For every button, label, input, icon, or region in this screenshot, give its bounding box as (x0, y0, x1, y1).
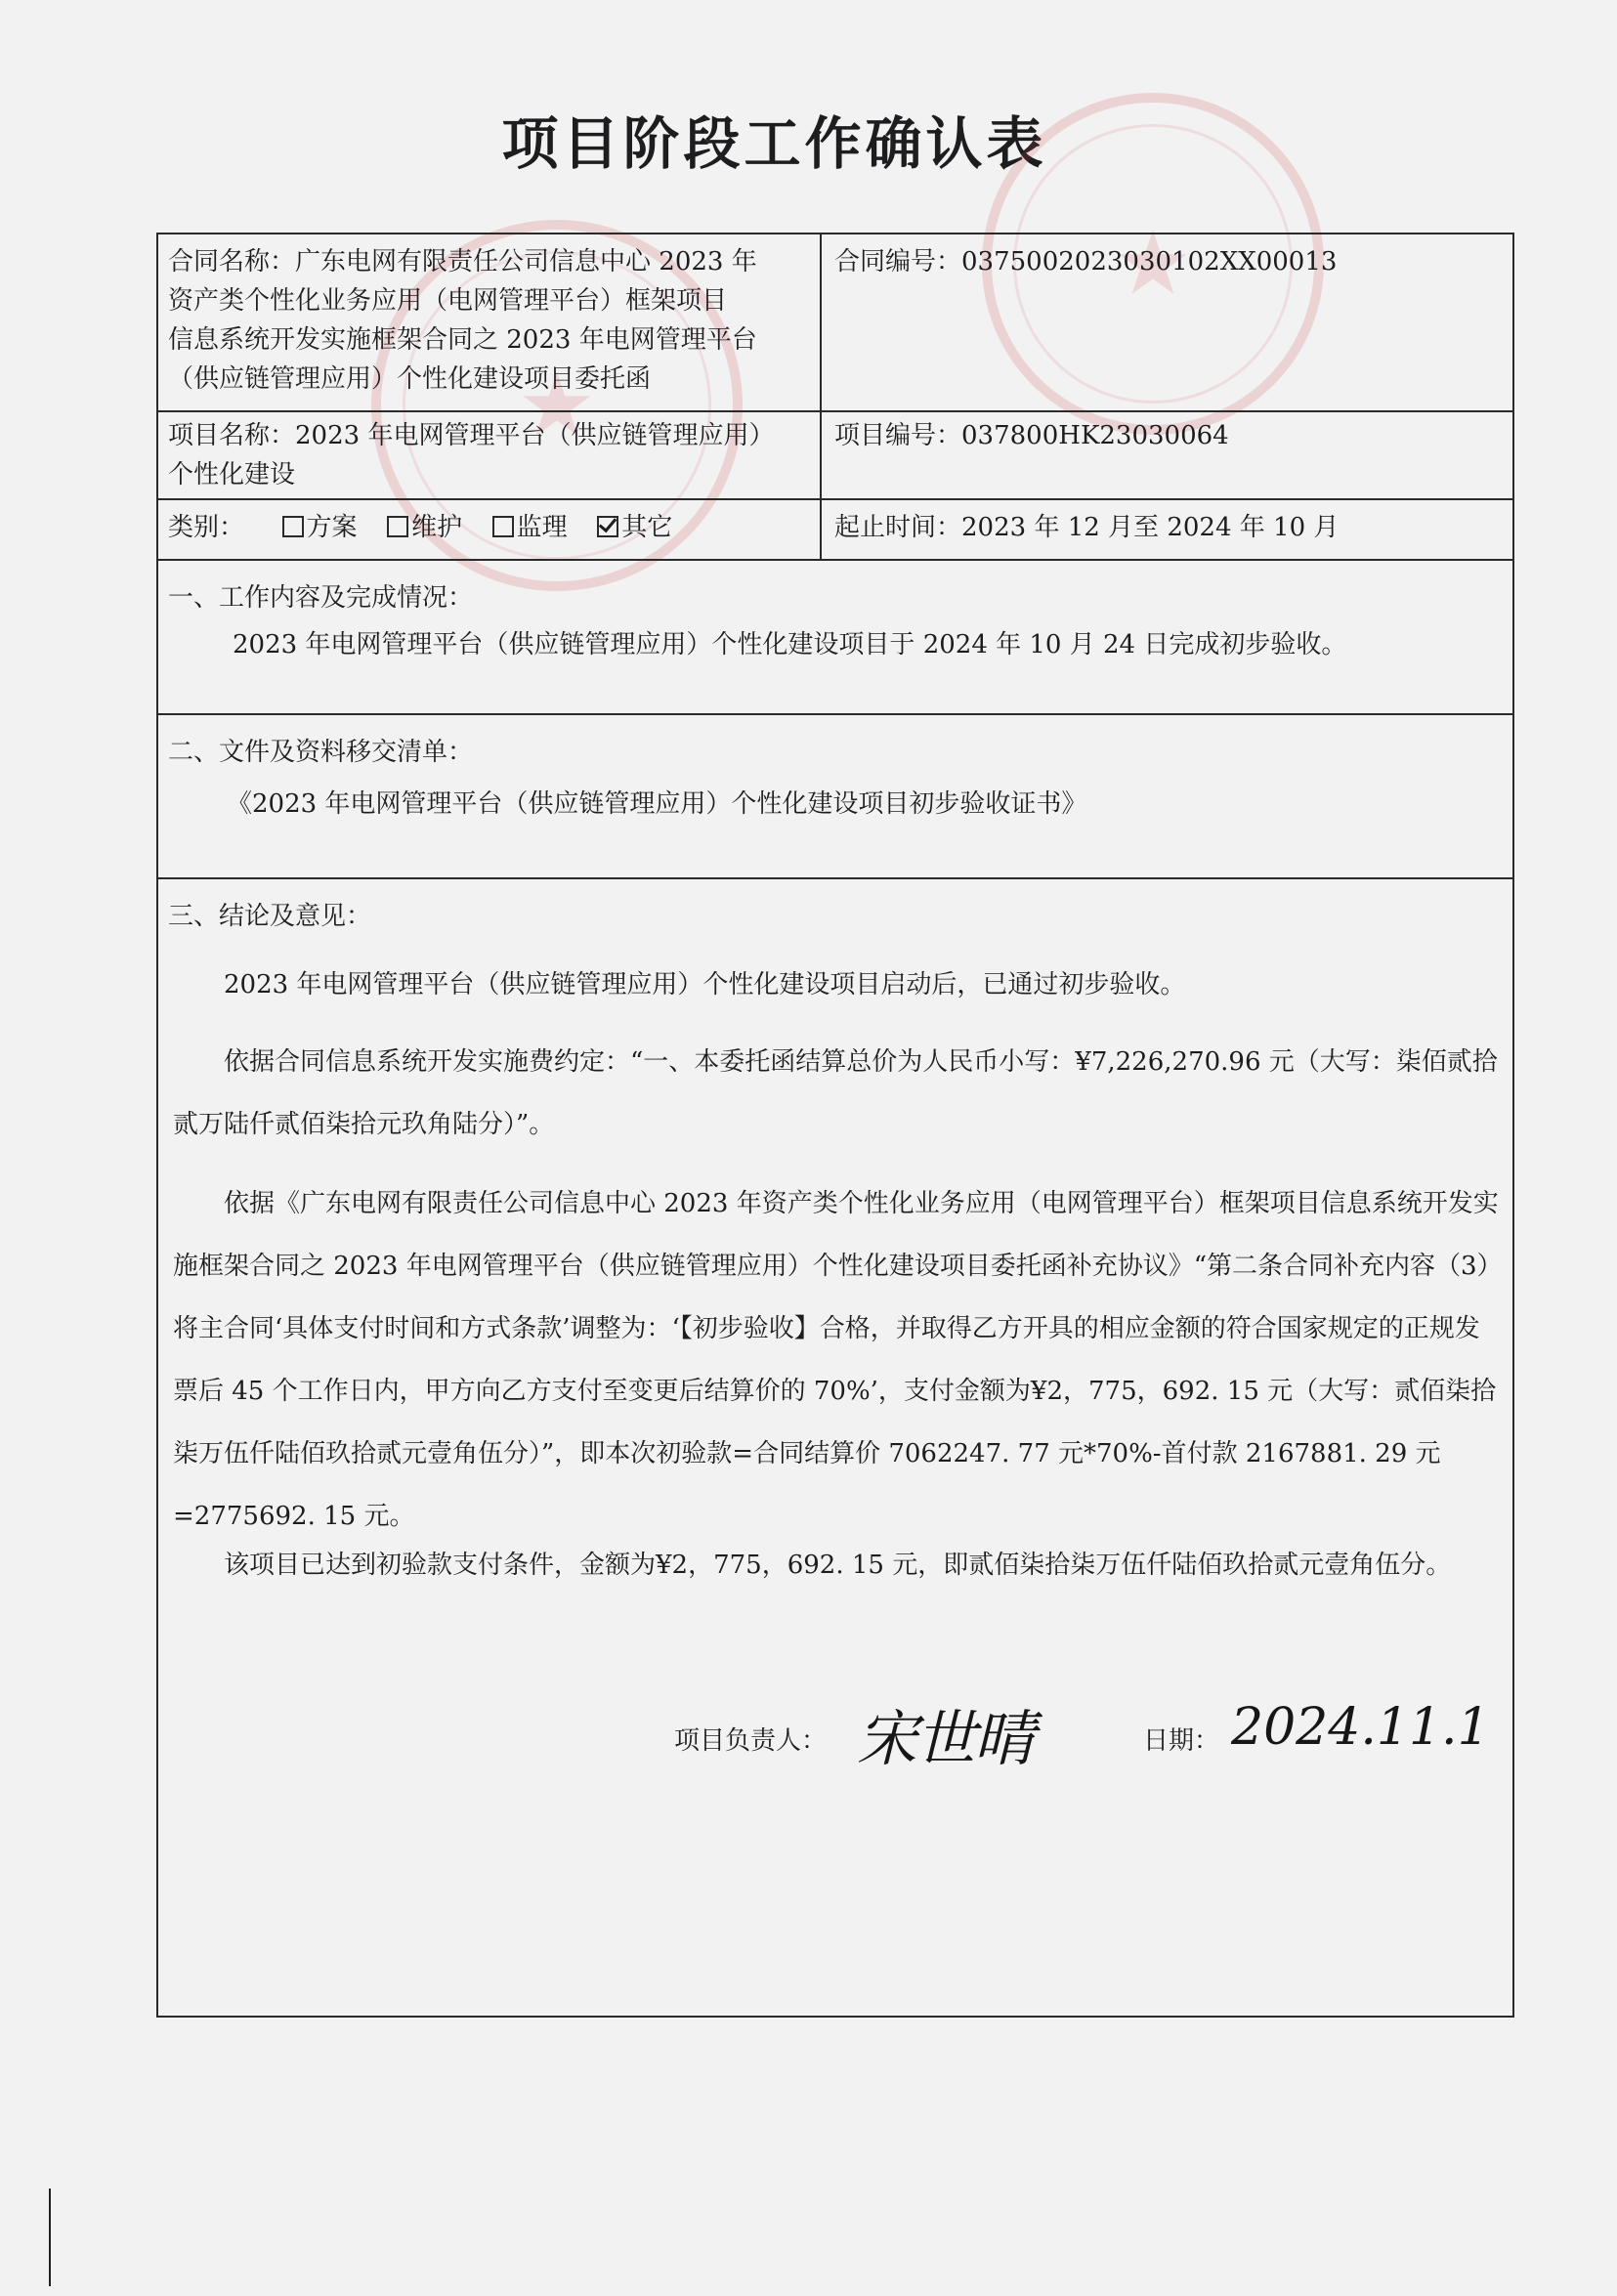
section2-title: 二、文件及资料移交清单： (168, 738, 474, 767)
seal-stamp-left: ★ (371, 220, 743, 591)
category-option-supervision: 监理 (492, 513, 568, 542)
project-no-value: 037800HK23030064 (961, 421, 1229, 450)
category-option-other: 其它 (597, 513, 672, 542)
checkbox-icon (387, 516, 408, 537)
manager-label: 项目负责人： (674, 1726, 828, 1756)
contract-name-label: 合同名称： (168, 247, 296, 276)
date-label: 日期： (1143, 1726, 1220, 1756)
section3-title: 三、结论及意见： (168, 902, 372, 931)
date-handwritten: 2024.11.1 (1231, 1698, 1490, 1757)
section3-paragraph-3: 依据《广东电网有限责任公司信息中心 2023 年资产类个性化业务应用（电网管理平台）框架项目信息系统开发实施框架合同之 2023 年电网管理平台（供应链管理应用）个性化建设项目委托函补充协议》“第二条合同补充内容（3）将主合同‘具体支付时间和方式条款’调整为：‘【初步验收】合格，并取得乙方开具的相应金额的符合国家规定的正规发票后 45 个工作日内，甲方向乙方支付至变更后结算价的 70%’，支付金额为¥2，775，692. 15 元（大写：贰佰柒拾柒万伍仟陆佰玖拾贰元壹角伍分）”，即本次初验款=合同结算价 7062247. 77 元*70%-首付款 2167881. 29 元=2775692. 15 元。 (173, 1189, 1499, 1531)
contract-name-line: 信息系统开发实施框架合同之 2023 年电网管理平台 (168, 325, 757, 355)
project-no-cell (834, 416, 1499, 455)
scan-edge-mark (49, 2189, 51, 2286)
section3-paragraph-2: 依据合同信息系统开发实施费约定：“一、本委托函结算总价为人民币小写：¥7,226,270.96 元（大写：柒佰贰拾贰万陆仟贰佰柒拾元玖角陆分）”。 (173, 1047, 1498, 1139)
category-cell (168, 508, 813, 547)
manager-signature: 宋世晴 (857, 1703, 1034, 1774)
section2-body: 《2023 年电网管理平台（供应链管理应用）个性化建设项目初步验收证书》 (227, 789, 1087, 819)
section3-paragraph-4: 该项目已达到初验款支付条件，金额为¥2，775，692. 15 元，即贰佰柒拾柒万伍仟陆佰玖拾贰元壹角伍分。 (224, 1551, 1452, 1580)
contract-no-label: 合同编号： (834, 247, 962, 276)
period-cell (834, 508, 1499, 547)
section1-body: 2023 年电网管理平台（供应链管理应用）个性化建设项目于 2024 年 10 月 24 日完成初步验收。 (233, 630, 1347, 659)
project-no-label: 项目编号： (834, 421, 962, 450)
contract-no-cell (834, 242, 1499, 281)
section1-title: 一、工作内容及完成情况： (168, 583, 474, 613)
contract-no-value: 0375002023030102XX00013 (961, 247, 1338, 276)
confirmation-table (156, 233, 1514, 2018)
checkbox-icon (492, 516, 514, 537)
period-label: 起止时间： (834, 513, 962, 542)
project-name-line: 个性化建设 (168, 460, 296, 489)
contract-name-line: （供应链管理应用）个性化建设项目委托函 (168, 364, 652, 394)
period-value: 2023 年 12 月至 2024 年 10 月 (961, 513, 1340, 542)
checkbox-icon (282, 516, 304, 537)
contract-name-line: 广东电网有限责任公司信息中心 2023 年 (295, 247, 757, 276)
contract-name-cell (168, 242, 813, 399)
category-label: 类别： (168, 513, 245, 542)
project-name-cell (168, 416, 813, 494)
section3-paragraph-1: 2023 年电网管理平台（供应链管理应用）个性化建设项目启动后，已通过初步验收。 (224, 970, 1186, 999)
contract-name-line: 资产类个性化业务应用（电网管理平台）框架项目 (168, 286, 728, 316)
document-title: 项目阶段工作确认表 (501, 110, 1047, 177)
category-option-plan: 方案 (282, 513, 358, 542)
project-name-label: 项目名称： (168, 421, 296, 450)
project-name-line: 2023 年电网管理平台（供应链管理应用） (295, 421, 775, 450)
category-option-maintenance: 维护 (387, 513, 462, 542)
seal-stamp-right: ★ (982, 93, 1324, 435)
checked-checkbox-icon (597, 516, 618, 537)
